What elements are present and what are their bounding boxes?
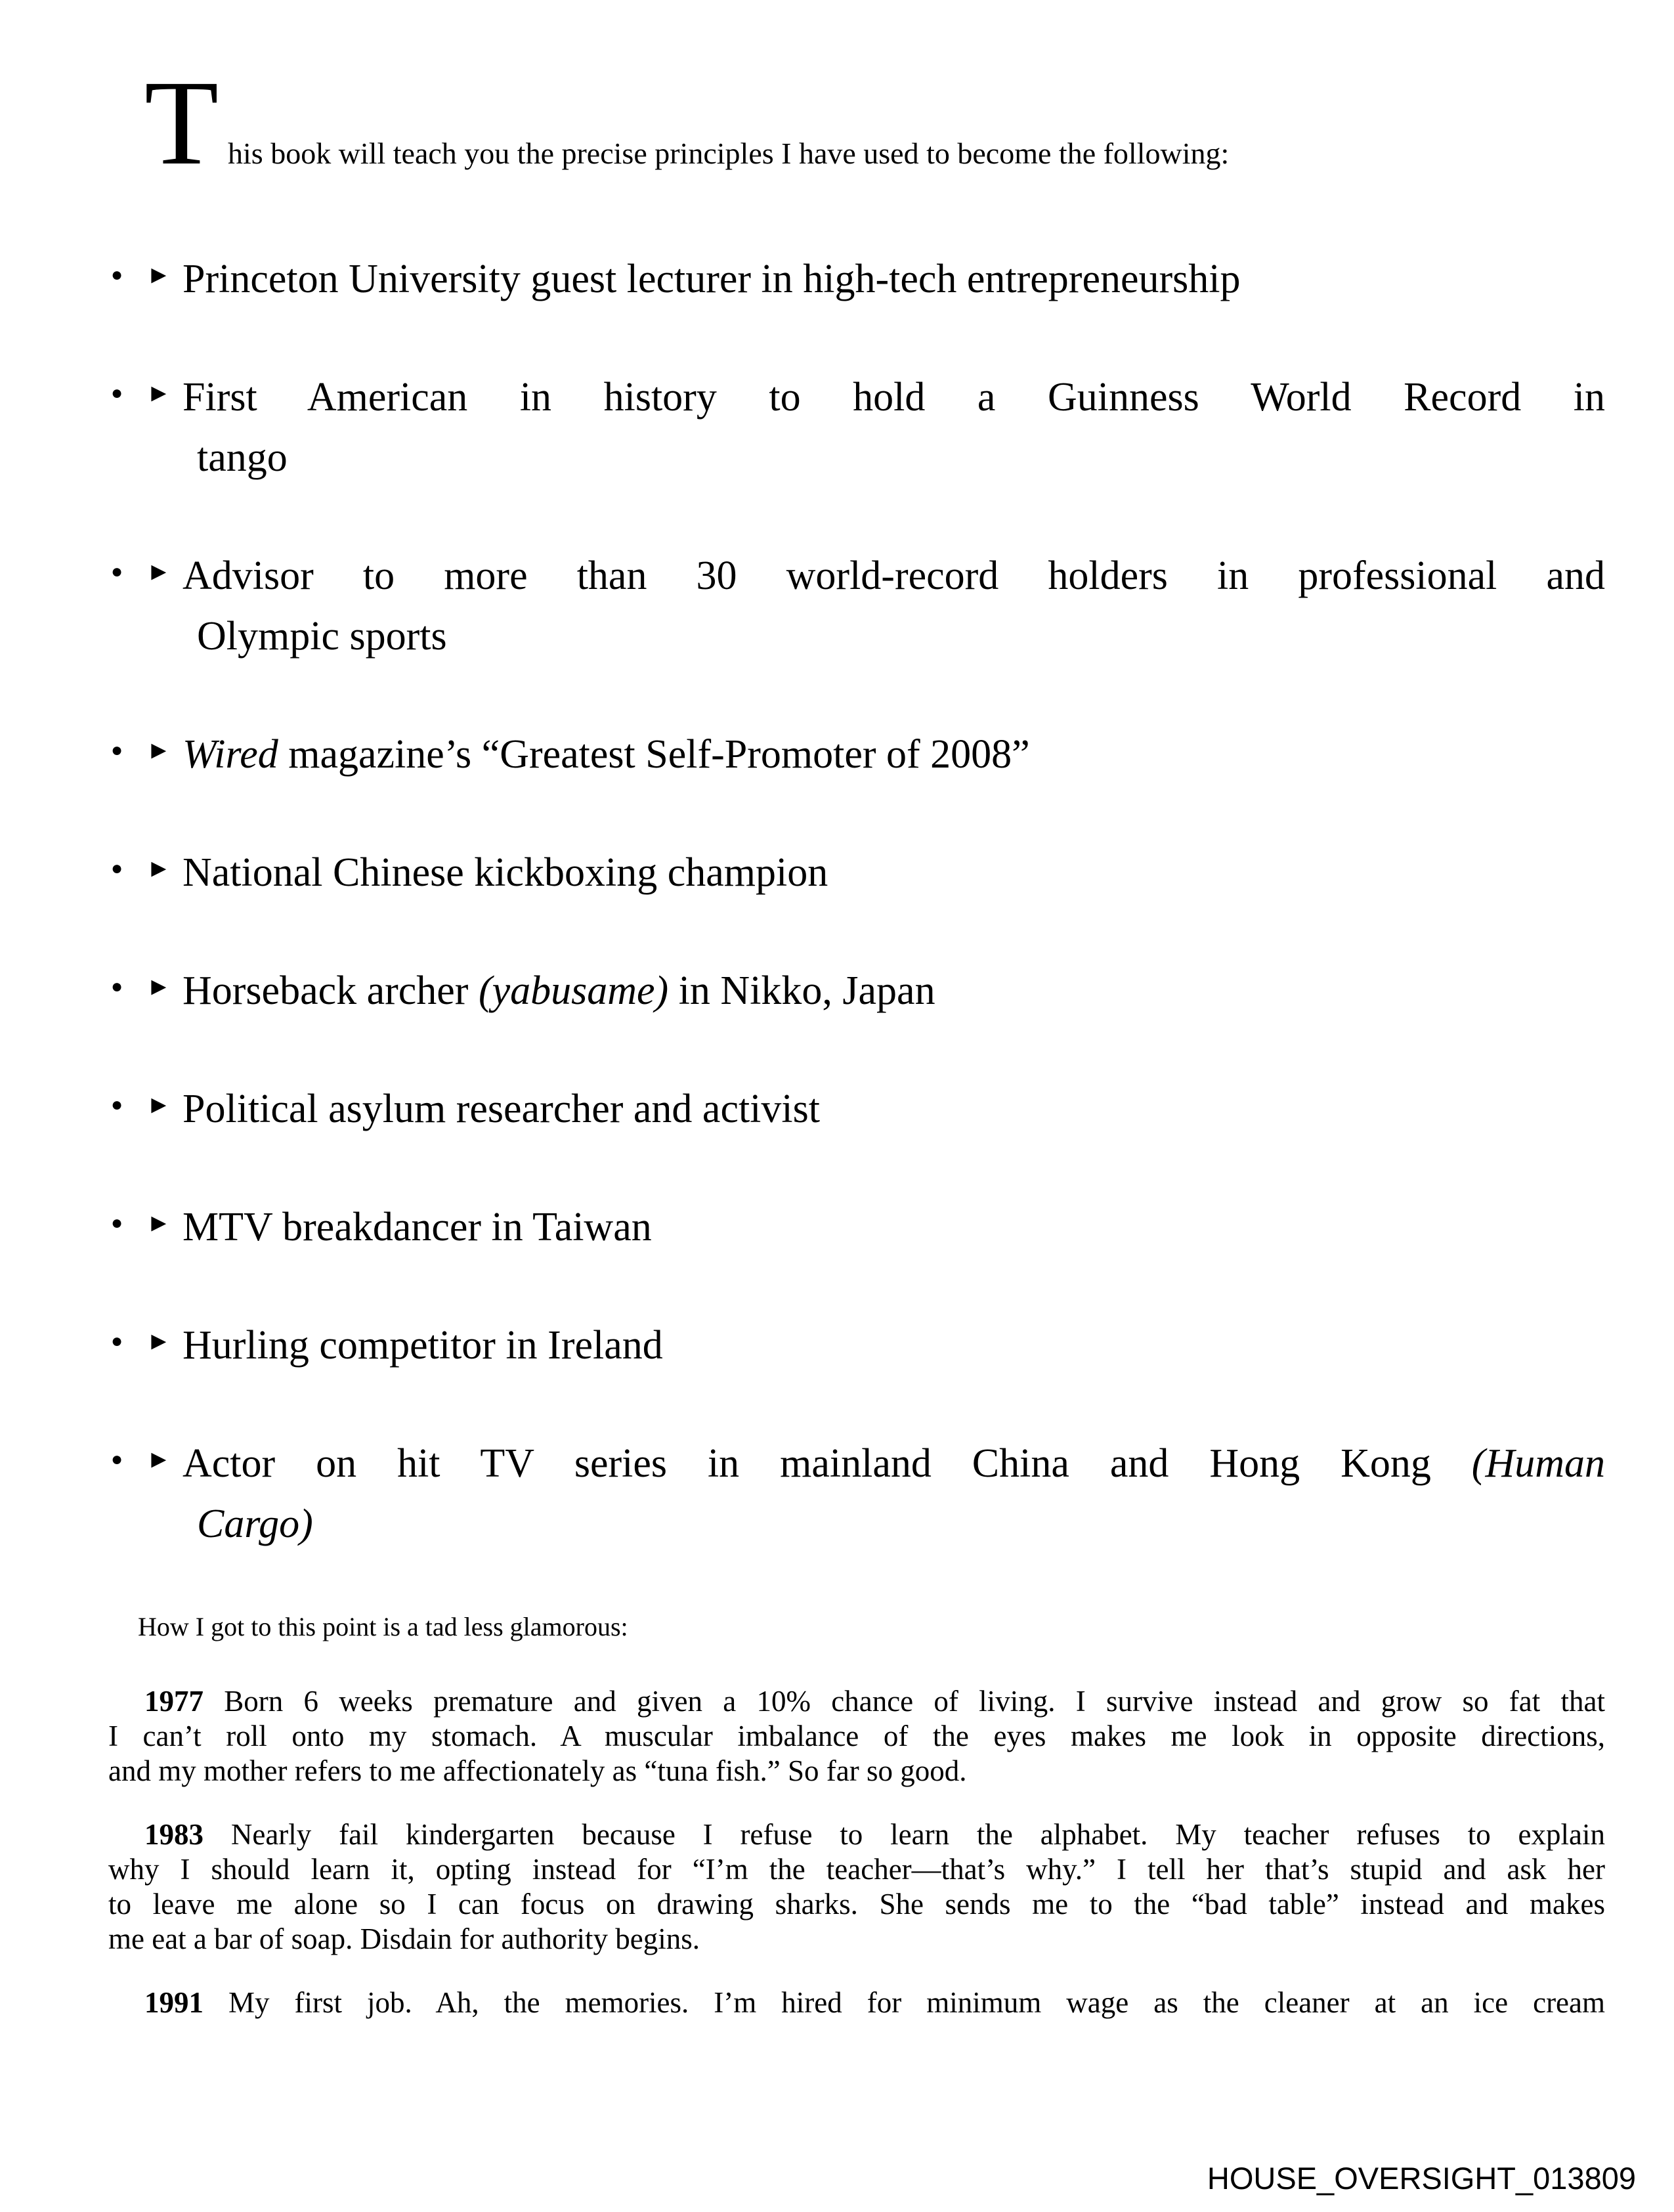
list-item — [108, 1079, 1605, 1139]
bullet-line — [182, 724, 1605, 785]
text-segment: Horseback archer — [182, 968, 479, 1013]
text-segment: My first job. Ah, the memories. I’m hired for minimum wage as the cleaner at an ice cream — [204, 1986, 1605, 2019]
paragraph-line — [108, 1985, 1605, 2020]
list-item — [108, 724, 1605, 785]
paragraph-line — [108, 1817, 1605, 1852]
bullet-arrow-icon: ► — [146, 855, 171, 882]
paragraph-line — [108, 1852, 1605, 1887]
bullet-list — [108, 249, 1605, 1554]
text-segment: magazine’s “Greatest Self-Promoter of 2008” — [278, 732, 1030, 777]
bullet-dot-icon: ● — [111, 561, 123, 582]
bullet-line — [197, 606, 1605, 666]
list-item — [108, 249, 1605, 309]
bullet-arrow-icon: ► — [146, 737, 171, 764]
bullet-line — [182, 367, 1605, 427]
text-segment: National Chinese kickboxing champion — [182, 850, 828, 895]
paragraph-line — [108, 1887, 1605, 1922]
text-segment: Nearly fail kindergarten because I refuse to learn the alphabet. My teacher refuses to explain — [204, 1818, 1605, 1851]
list-item — [108, 1433, 1605, 1554]
text-segment: Political asylum researcher and activist — [182, 1087, 820, 1131]
intro-paragraph — [144, 0, 1605, 190]
bullet-arrow-icon: ► — [146, 1328, 171, 1355]
bullet-line — [182, 961, 1605, 1021]
bullet-dot-icon: ● — [111, 1448, 123, 1470]
footer-document-id: HOUSE_OVERSIGHT_013809 — [1207, 2161, 1636, 2196]
bullet-dot-icon: ● — [111, 382, 123, 404]
text-segment: me eat a bar of soap. Disdain for authority begins. — [108, 1922, 700, 1955]
bullet-line — [197, 1494, 1605, 1554]
bullet-arrow-icon: ► — [146, 1209, 171, 1237]
bullet-dot-icon: ● — [111, 857, 123, 879]
text-segment: Born 6 weeks premature and given a 10% chance of living. I survive instead and grow so fat that — [204, 1685, 1605, 1718]
text-segment: 1983 — [144, 1818, 204, 1851]
text-segment: 1991 — [144, 1986, 204, 2019]
list-item — [108, 546, 1605, 666]
paragraph-line — [108, 1684, 1605, 1719]
bullet-line — [182, 842, 1605, 903]
bullet-line — [182, 249, 1605, 309]
bullet-arrow-icon: ► — [146, 1446, 171, 1473]
bullet-line — [182, 546, 1605, 606]
text-segment: Princeton University guest lecturer in high-tech entrepreneurship — [182, 257, 1241, 301]
text-segment: tango — [197, 435, 288, 480]
text-segment: why I should learn it, opting instead for “I’m the teacher—that’s why.” I tell her that’s stupid and ask her — [108, 1853, 1605, 1886]
timeline-paragraph — [108, 1817, 1605, 1957]
timeline-paragraphs — [108, 1684, 1605, 2020]
text-segment: in Nikko, Japan — [668, 968, 935, 1013]
bullet-dot-icon: ● — [111, 739, 123, 761]
intro-text: his book will teach you the precise principles I have used to become the following: — [228, 137, 1230, 170]
text-segment: MTV breakdancer in Taiwan — [182, 1205, 652, 1249]
list-item — [108, 842, 1605, 903]
list-item — [108, 367, 1605, 488]
text-segment: to leave me alone so I can focus on drawing sharks. She sends me to the “bad table” instead and makes — [108, 1888, 1605, 1920]
text-segment: Hurling competitor in Ireland — [182, 1323, 663, 1368]
paragraph-line — [108, 1719, 1605, 1754]
text-segment: I can’t roll onto my stomach. A muscular imbalance of the eyes makes me look in opposite directions, — [108, 1720, 1605, 1752]
list-item — [108, 1197, 1605, 1257]
text-segment: Wired — [182, 732, 278, 777]
bullet-line — [182, 1315, 1605, 1376]
transition-paragraph: How I got to this point is a tad less glamorous: — [138, 1612, 628, 1641]
bullet-dot-icon: ● — [111, 1212, 123, 1234]
bullet-line — [182, 1197, 1605, 1257]
text-segment: (yabusame) — [478, 968, 669, 1013]
paragraph-line — [108, 1922, 1605, 1957]
bullet-dot-icon: ● — [111, 1094, 123, 1116]
timeline-paragraph — [108, 1985, 1605, 2020]
bullet-line — [182, 1079, 1605, 1139]
bullet-arrow-icon: ► — [146, 380, 171, 407]
text-segment: Actor on hit TV series in mainland China and Hong Kong — [182, 1441, 1472, 1486]
bullet-arrow-icon: ► — [146, 1091, 171, 1119]
timeline-paragraph — [108, 1684, 1605, 1789]
text-segment: 1977 — [144, 1685, 204, 1718]
bullet-arrow-icon: ► — [146, 261, 171, 289]
text-segment: Olympic sports — [197, 614, 447, 659]
text-segment: Cargo) — [197, 1502, 313, 1546]
text-segment: and my mother refers to me affectionately as “tuna fish.” So far so good. — [108, 1754, 967, 1787]
bullet-arrow-icon: ► — [146, 558, 171, 586]
list-item — [108, 1315, 1605, 1376]
list-item — [108, 961, 1605, 1021]
drop-cap: T — [144, 56, 219, 190]
bullet-dot-icon: ● — [111, 976, 123, 997]
bullet-dot-icon: ● — [111, 264, 123, 286]
text-segment: Advisor to more than 30 world-record holders in professional and — [182, 553, 1605, 598]
bullet-line — [182, 1433, 1605, 1494]
bullet-arrow-icon: ► — [146, 973, 171, 1001]
text-segment: First American in history to hold a Guinness World Record in — [182, 375, 1605, 420]
text-segment: (Human — [1471, 1441, 1605, 1486]
bullet-dot-icon: ● — [111, 1330, 123, 1352]
bullet-line — [197, 427, 1605, 488]
paragraph-line — [108, 1754, 1605, 1789]
